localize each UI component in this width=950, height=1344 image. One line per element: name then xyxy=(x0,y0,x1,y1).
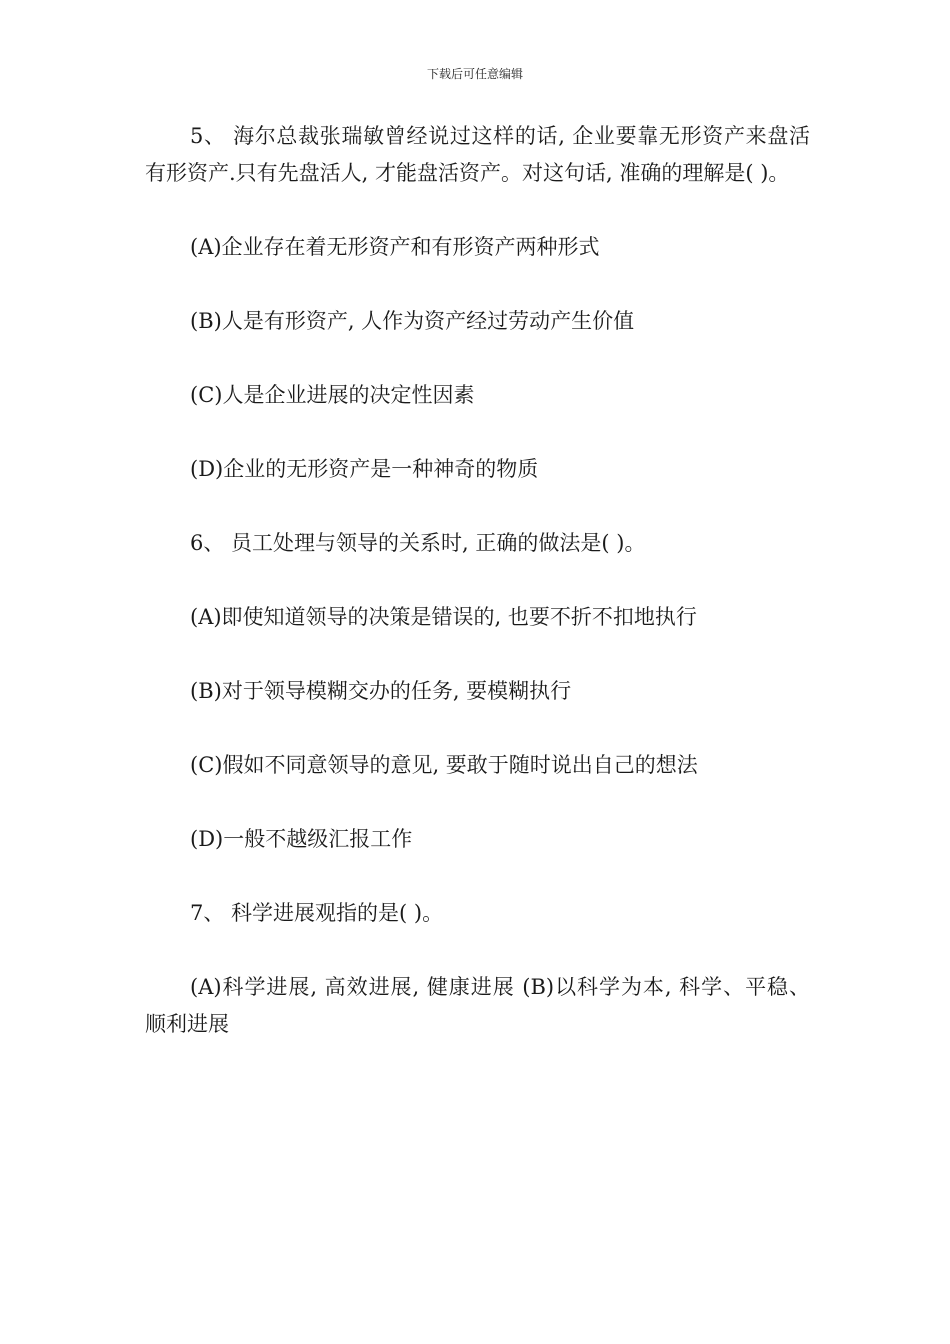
question-6-stem: 6、 员工处理与领导的关系时, 正确的做法是( )。 xyxy=(190,531,646,555)
question-5-option-c: (C)人是企业进展的决定性因素 xyxy=(190,383,475,407)
question-6-option-d: (D)一般不越级汇报工作 xyxy=(190,827,413,851)
question-5-option-a: (A)企业存在着无形资产和有形资产两种形式 xyxy=(190,235,600,259)
document-body xyxy=(145,118,817,1043)
question-7-stem: 7、 科学进展观指的是( )。 xyxy=(190,901,444,925)
question-5-option-b: (B)人是有形资产, 人作为资产经过劳动产生价值 xyxy=(190,309,635,333)
question-5-option-d: (D)企业的无形资产是一种神奇的物质 xyxy=(190,457,539,481)
question-5-stem: 5、 海尔总裁张瑞敏曾经说过这样的话, 企业要靠无形资产来盘活有形资产.只有先盘活人, 才能盘活资产。对这句话, 准确的理解是( )。 xyxy=(145,124,810,185)
question-6-option-c: (C)假如不同意领导的意见, 要敢于随时说出自己的想法 xyxy=(190,753,698,777)
question-6-option-a: (A)即使知道领导的决策是错误的, 也要不折不扣地执行 xyxy=(190,605,697,629)
page-header: 下载后可任意编辑 xyxy=(426,67,523,81)
question-7-options: (A)科学进展, 高效进展, 健康进展 (B)以科学为本, 科学、平稳、 顺利进展 xyxy=(145,975,817,1036)
question-6-option-b: (B)对于领导模糊交办的任务, 要模糊执行 xyxy=(190,679,572,703)
